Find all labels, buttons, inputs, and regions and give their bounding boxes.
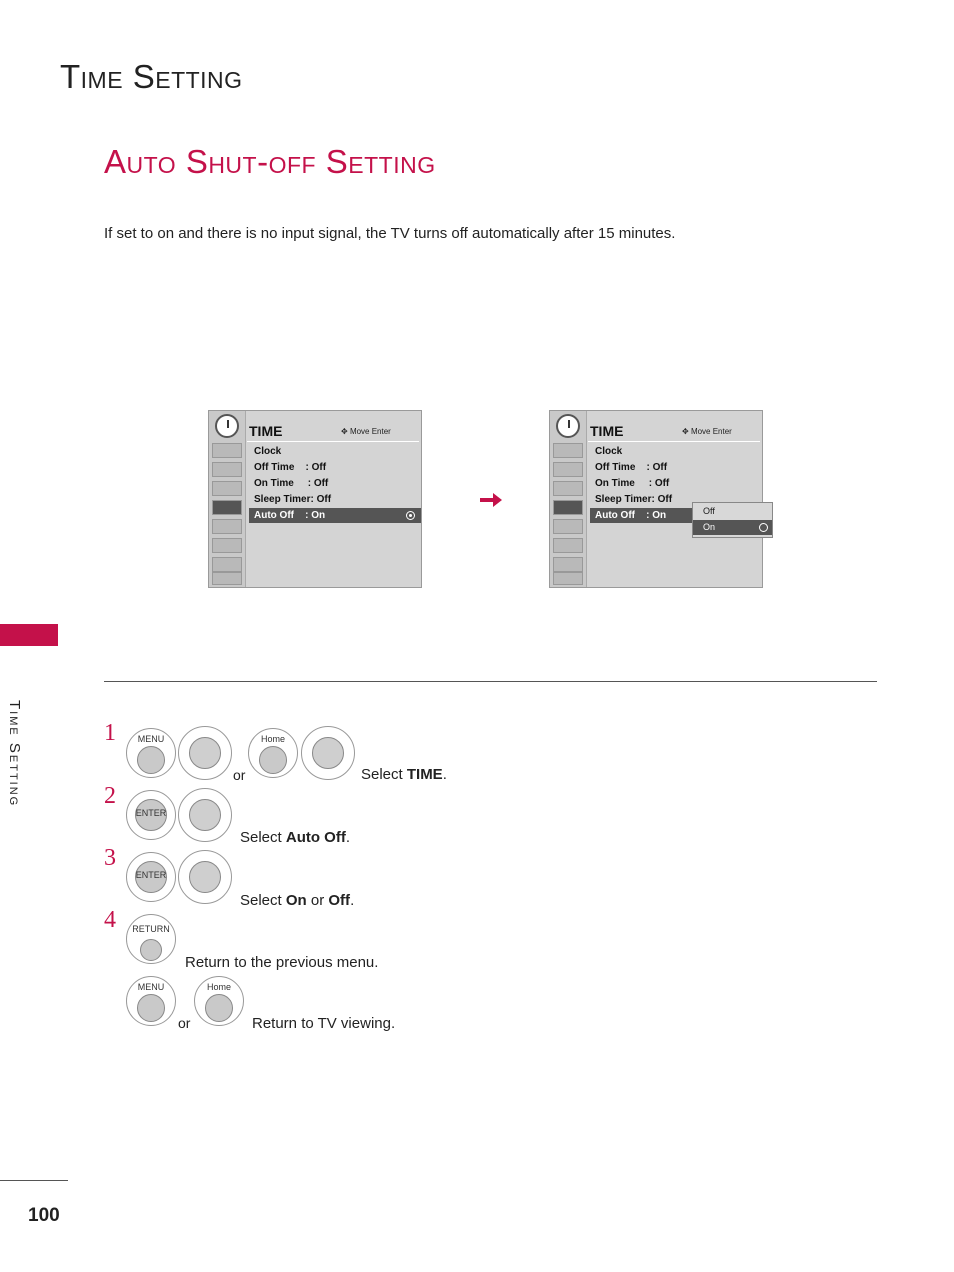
side-label: Time Setting [6, 700, 23, 808]
return-button[interactable]: RETURN [126, 914, 176, 964]
setup-icon [212, 481, 242, 496]
time-icon [212, 500, 242, 515]
input-icon [212, 557, 242, 572]
popup-option-off[interactable]: Off [703, 506, 715, 516]
menu-header: TIME [590, 423, 624, 439]
picture-icon [553, 443, 583, 458]
menu-header: TIME [249, 423, 283, 439]
picture-icon [212, 443, 242, 458]
menu-item-auto-off[interactable]: Auto Off : On [249, 508, 421, 523]
side-tab-marker [0, 624, 58, 646]
or-text: or [178, 1015, 191, 1031]
intro-text: If set to on and there is no input signal, the TV turns off automatically after 15 minutes. [104, 225, 676, 242]
auto-off-popup [692, 502, 773, 538]
lock-icon [553, 538, 583, 553]
option-icon [553, 519, 583, 534]
nav-pad[interactable] [178, 726, 232, 780]
step-1-text: Select TIME. [361, 766, 447, 783]
menu-item-clock[interactable]: Clock [595, 446, 623, 457]
clock-icon [556, 414, 580, 438]
category-icons [209, 411, 246, 587]
step-number-4: 4 [104, 907, 116, 933]
step-3-text: Select On or Off. [240, 892, 355, 909]
menu-hint: ✥ Move Enter [682, 427, 732, 436]
menu-panel-after [549, 410, 763, 588]
step-number-2: 2 [104, 783, 116, 809]
input-icon [553, 557, 583, 572]
section-title: Auto Shut-off Setting [104, 143, 436, 180]
nav-pad[interactable] [301, 726, 355, 780]
footer-rule [0, 1180, 68, 1181]
usb-icon [553, 572, 583, 585]
enter-dot-icon [759, 523, 768, 532]
category-icons [550, 411, 587, 587]
home-button[interactable]: Home [248, 728, 298, 778]
usb-icon [212, 572, 242, 585]
menu-item-sleep-timer[interactable]: Sleep Timer: Off [595, 494, 673, 505]
up-down-pad[interactable] [178, 788, 232, 842]
step-4-text-previous: Return to the previous menu. [185, 954, 379, 971]
menu-button[interactable]: MENU [126, 976, 176, 1026]
menu-hint: ✥ Move Enter [341, 427, 391, 436]
page-number: 100 [28, 1205, 60, 1226]
menu-item-off-time[interactable]: Off Time : Off [254, 462, 327, 473]
home-button[interactable]: Home [194, 976, 244, 1026]
time-icon [553, 500, 583, 515]
menu-item-sleep-timer[interactable]: Sleep Timer: Off [254, 494, 332, 505]
enter-dot-icon [406, 511, 415, 520]
menu-item-auto-off[interactable]: Auto Off : On [590, 508, 694, 523]
or-text: or [233, 767, 246, 783]
enter-button[interactable]: ENTER [126, 790, 176, 840]
clock-icon [215, 414, 239, 438]
menu-item-on-time[interactable]: On Time : Off [254, 478, 329, 489]
divider [104, 681, 877, 682]
option-icon [212, 519, 242, 534]
menu-item-off-time[interactable]: Off Time : Off [595, 462, 668, 473]
lock-icon [212, 538, 242, 553]
audio-icon [212, 462, 242, 477]
enter-button[interactable]: ENTER [126, 852, 176, 902]
menu-item-clock[interactable]: Clock [254, 446, 282, 457]
step-2-text: Select Auto Off. [240, 829, 351, 846]
popup-option-on[interactable]: On [693, 520, 772, 535]
page-title: Time Setting [60, 58, 243, 95]
audio-icon [553, 462, 583, 477]
step-number-1: 1 [104, 720, 116, 746]
step-number-3: 3 [104, 845, 116, 871]
step-4-text-tv: Return to TV viewing. [252, 1015, 396, 1032]
menu-button[interactable]: MENU [126, 728, 176, 778]
setup-icon [553, 481, 583, 496]
up-down-pad[interactable] [178, 850, 232, 904]
menu-item-on-time[interactable]: On Time : Off [595, 478, 670, 489]
arrow-right-icon [480, 492, 502, 508]
menu-panel-before [208, 410, 422, 588]
